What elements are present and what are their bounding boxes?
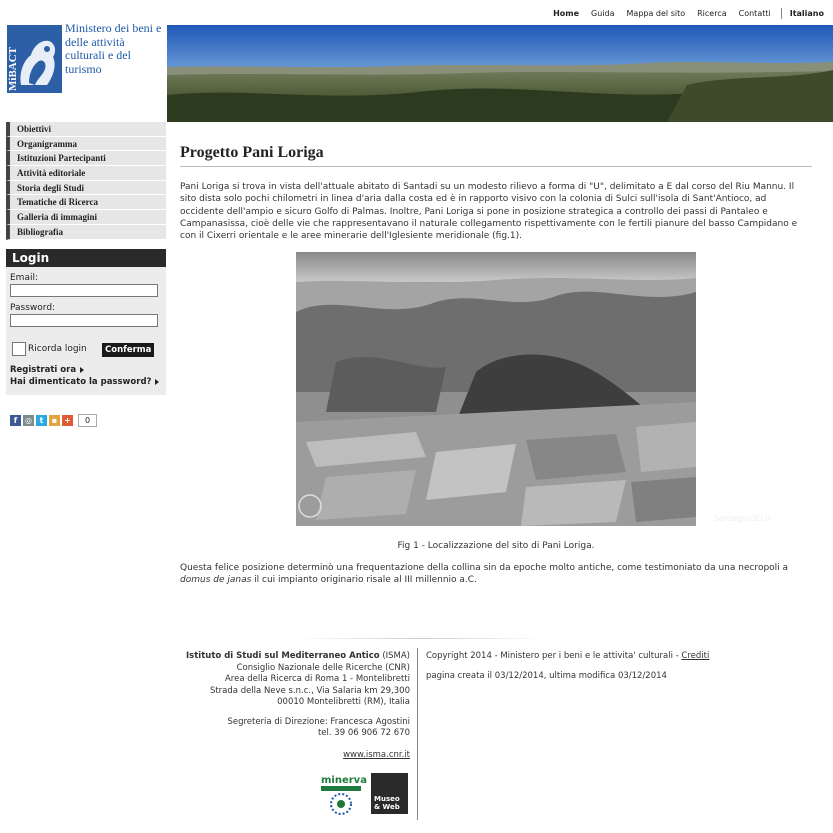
sidebar-item-organigramma[interactable]: Organigramma [6,137,166,152]
nav-guida-link[interactable]: Guida [591,9,615,18]
aerial-site-image [296,252,696,526]
remember-label: Ricorda login [28,344,87,354]
credits-link[interactable]: Crediti [681,651,710,661]
secretary-line: Segreteria di Direzione: Francesca Agostini [227,716,410,727]
footer-divider [296,638,546,639]
footer-vertical-divider [417,648,418,820]
institute-line [170,651,410,663]
register-link-label: Registrati ora [10,365,77,375]
nav-contatti-link[interactable]: Contatti [738,9,771,18]
share-icon[interactable]: ◎ [23,415,34,426]
footer-address [170,651,410,761]
copyright-text: Copyright 2014 - Ministero per i beni e le attivita' culturali - [426,651,682,661]
sidebar-item-obiettivi[interactable]: Obiettivi [6,122,166,137]
second-paragraph-emphasis: domus de janas [180,575,252,586]
figure-caption: Fig 1 - Localizzazione del sito di Pani Loriga. [397,541,595,551]
institute-abbr: (ISMA) [382,651,410,661]
social-share-bar [10,414,97,427]
nav-separator [781,8,782,19]
second-paragraph-start: Questa felice posizione determinò una frequentazione della collina sin da epoche molto antiche, come testimoniato da una necropoli a [180,563,789,573]
nav-home-link[interactable]: Home [553,9,580,18]
ministry-logo[interactable] [7,21,163,97]
share-count: 0 [78,414,97,427]
header-banner-image [167,25,833,122]
email-label: Email: [10,273,39,283]
remember-login [12,342,87,356]
sidebar-item-attivita-editoriale[interactable]: Attività editoriale [6,166,166,181]
address-line: Area della Ricerca di Roma 1 - Montelibretti [224,674,410,684]
sidebar-item-bibliografia[interactable]: Bibliografia [6,225,166,240]
address-line: Strada della Neve s.n.c., Via Salaria km 29,300 [209,685,410,696]
email-field[interactable] [10,284,158,297]
add-icon[interactable]: + [62,415,73,426]
register-link[interactable] [10,365,84,375]
minerva-logo-text: minerva [321,775,367,786]
password-label: Password: [10,303,56,313]
sidebar-menu [6,122,166,240]
phone-line: tel. 39 06 906 72 670 [317,728,410,738]
page-info: pagina creata il 03/12/2014, ultima modifica 03/12/2014 [426,670,667,681]
address-line: Consiglio Nazionale delle Ricerche (CNR) [236,662,410,673]
sidebar-item-tematiche[interactable]: Tematiche di Ricerca [6,195,166,210]
forgot-password-label: Hai dimenticato la password? [10,377,152,387]
arrow-right-icon [80,367,84,373]
remember-checkbox[interactable] [12,342,26,356]
sidebar-item-galleria[interactable]: Galleria di immagini [6,210,166,225]
sidebar-item-istituzioni[interactable]: Istituzioni Partecipanti [6,151,166,166]
nav-mappa-link[interactable]: Mappa del sito [626,9,686,18]
language-link[interactable]: Italiano [789,9,824,18]
second-paragraph [180,562,812,587]
logo-mark-text: MiBACT [7,47,19,91]
isma-website-link[interactable]: www.isma.cnr.it [343,749,410,760]
institute-name: Istituto di Studi sul Mediterraneo Antico [186,651,380,661]
arrow-right-icon [155,379,159,385]
second-paragraph-end: il cui impianto originario risale al III millennio a.C. [251,575,477,586]
nav-ricerca-link[interactable]: Ricerca [697,9,727,18]
mibact-logo-icon [7,25,62,93]
museo-web-logo-text: Museo & Web [374,795,400,811]
sidebar-item-storia-studi[interactable]: Storia degli Studi [6,181,166,196]
figure-watermark: Sardegna3D.it [713,514,771,523]
page-title: Progetto Pani Loriga [180,144,812,167]
facebook-icon[interactable]: f [10,415,21,426]
intro-paragraph: Pani Loriga si trova in vista dell'attuale abitato di Santadi su un modesto rilievo a forma di "U", delimitato a E dal corso del Riu Mannu. Il sito dista solo pochi chilometri in linea d'aria dalla costa ed è in rapporto visivo con la colonia di Sulci sull'isola di Sant'Antioco, ad occidente dell'ampio e sicuro Golfo di Palmas. Inoltre, Pani Loriga si pone in posizione strategica a controllo dei passi di Pantaleo e Campanasissa, cioè delle vie che rappresentavano il naturale collegamento rispettivamente con le fertili pianure del basso Campidano e con il Cixerri orientale e le aree minerarie dell'Iglesiente meridionale (fig.1). [180,182,798,242]
login-title: Login [6,249,166,267]
forgot-password-link[interactable] [10,377,159,387]
minerva-logo[interactable] [320,773,367,818]
museo-web-logo[interactable] [371,773,408,814]
logo-text: Ministero dei beni e delle attività culturali e del turismo [65,21,162,76]
password-field[interactable] [10,314,158,327]
address-line: 00010 Montelibretti (RM), Italia [277,697,410,707]
confirm-button[interactable]: Conferma [102,343,154,357]
twitter-icon[interactable]: t [36,415,47,426]
login-panel [6,249,166,395]
top-navigation [547,8,830,19]
footer-info [426,651,826,682]
bookmark-icon[interactable]: ▪ [49,415,60,426]
copyright-line [426,651,826,663]
